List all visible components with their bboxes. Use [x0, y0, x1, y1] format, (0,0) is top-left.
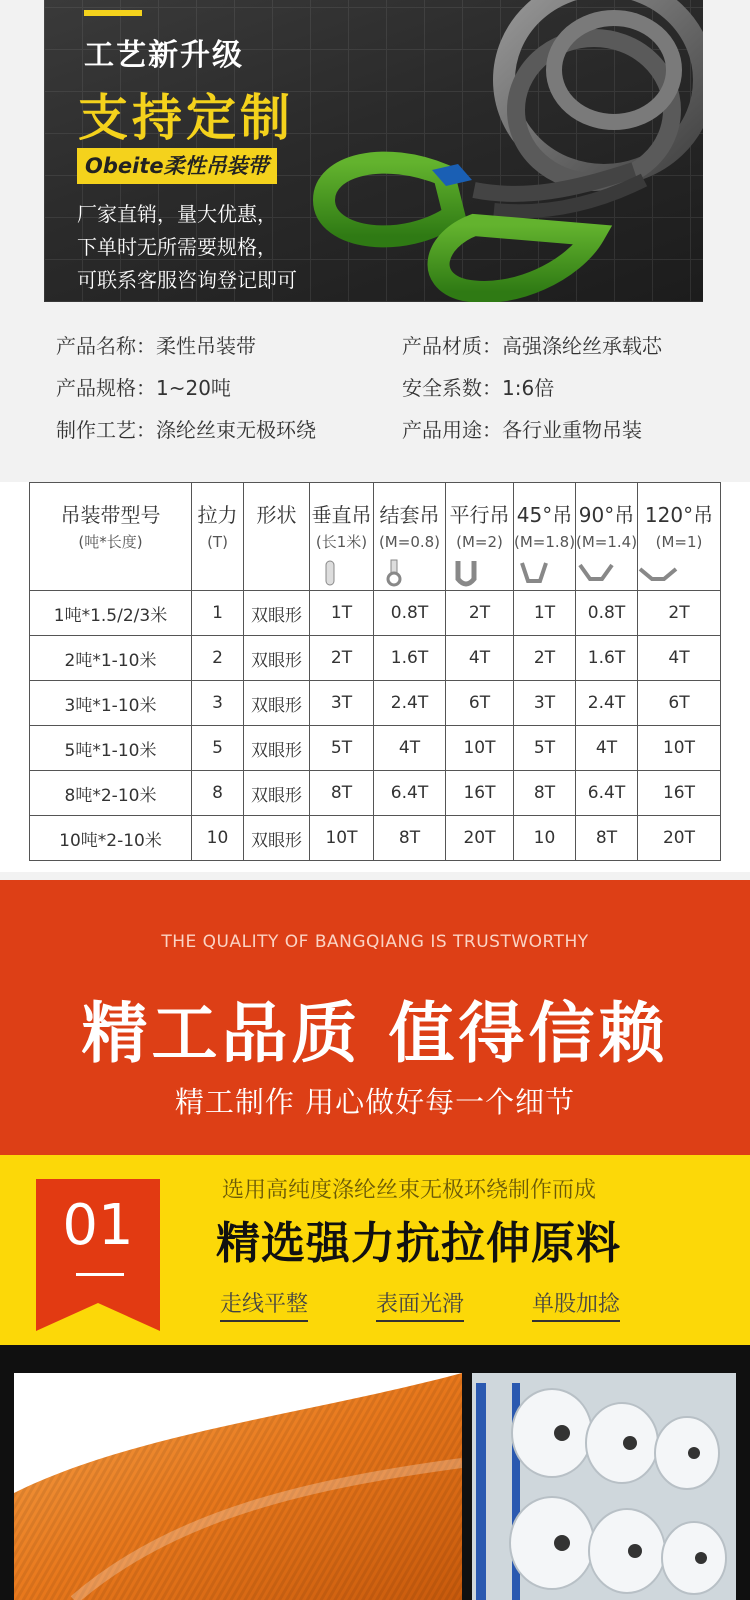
table-cell: 2T	[446, 591, 514, 636]
hero-line: 厂家直销，量大优惠，	[77, 202, 277, 226]
spec-material: 产品材质：高强涤纶丝承载芯	[402, 334, 662, 358]
table-cell: 2.4T	[374, 681, 446, 726]
table-cell: 1.6T	[576, 636, 638, 681]
quality-english: THE QUALITY OF BANGQIANG IS TRUSTWORTHY	[161, 932, 589, 952]
table-cell: 2.4T	[576, 681, 638, 726]
hero-description	[77, 198, 297, 297]
header-shape: 形状	[244, 483, 310, 591]
table-cell: 10	[192, 816, 244, 861]
table-cell: 8T	[576, 816, 638, 861]
table-row	[30, 681, 721, 726]
table-cell: 1.6T	[374, 636, 446, 681]
table-cell: 5吨*1-10米	[30, 726, 192, 771]
table-cell: 3T	[310, 681, 374, 726]
table-cell: 2	[192, 636, 244, 681]
table-cell: 4T	[576, 726, 638, 771]
table-cell: 2T	[514, 636, 576, 681]
quality-headline: 精工品质 值得信赖	[81, 995, 669, 1072]
table-cell: 5T	[310, 726, 374, 771]
table-cell: 3	[192, 681, 244, 726]
polyester-yarn-photo	[472, 1373, 736, 1600]
table-cell: 8T	[374, 816, 446, 861]
table-row	[30, 816, 721, 861]
table-cell: 双眼形	[244, 771, 310, 816]
table-cell: 双眼形	[244, 591, 310, 636]
table-cell: 5	[192, 726, 244, 771]
hero-subtitle: 工艺新升级	[84, 38, 244, 73]
table-cell: 10	[514, 816, 576, 861]
header-45: 45°吊 (M=1.8)	[514, 483, 576, 591]
spec-process: 制作工艺：涤纶丝束无极环绕	[56, 418, 316, 442]
table-cell: 8T	[310, 771, 374, 816]
quality-banner	[0, 880, 750, 1155]
quality-tagline: 精工制作 用心做好每一个细节	[174, 1085, 576, 1119]
feature-title: 精选强力抗拉伸原料	[216, 1218, 621, 1269]
spec-usage: 产品用途：各行业重物吊装	[402, 418, 642, 442]
table-cell: 8	[192, 771, 244, 816]
choker-hitch-icon	[374, 559, 414, 587]
basket-hitch-icon	[446, 559, 486, 587]
table-cell: 6T	[638, 681, 721, 726]
table-cell: 双眼形	[244, 816, 310, 861]
table-row	[30, 591, 721, 636]
feature-banner	[0, 1155, 750, 1345]
table-cell: 双眼形	[244, 681, 310, 726]
angle-45-hitch-icon	[514, 559, 554, 587]
table-cell: 6.4T	[576, 771, 638, 816]
header-vertical: 垂直吊 (长1米)	[310, 483, 374, 591]
badge-underline	[76, 1273, 124, 1276]
table-cell: 0.8T	[576, 591, 638, 636]
angle-90-hitch-icon	[576, 559, 616, 587]
header-choker: 结套吊 (M=0.8)	[374, 483, 446, 591]
hero-line: 可联系客服咨询登记即可	[77, 268, 297, 292]
angle-120-hitch-icon	[638, 559, 678, 587]
spec-safety: 安全系数：1:6倍	[402, 376, 555, 400]
table-cell: 8吨*2-10米	[30, 771, 192, 816]
table-cell: 3T	[514, 681, 576, 726]
load-table	[29, 482, 721, 861]
table-cell: 10T	[638, 726, 721, 771]
table-cell: 2吨*1-10米	[30, 636, 192, 681]
table-cell: 1	[192, 591, 244, 636]
table-header-row	[30, 483, 721, 591]
hero-line: 下单时无所需要规格，	[77, 235, 277, 259]
header-120: 120°吊 (M=1)	[638, 483, 721, 591]
table-cell: 双眼形	[244, 636, 310, 681]
table-cell: 1吨*1.5/2/3米	[30, 591, 192, 636]
table-body	[30, 591, 721, 861]
hero-title: 支持定制	[78, 89, 294, 147]
table-cell: 10T	[310, 816, 374, 861]
spec-range: 产品规格：1~20吨	[56, 376, 231, 400]
header-model: 吊装带型号 (吨*长度)	[30, 483, 192, 591]
table-cell: 6.4T	[374, 771, 446, 816]
feature-point: 单股加捻	[532, 1287, 620, 1322]
feature-number: 01	[62, 1193, 134, 1258]
table-cell: 2T	[310, 636, 374, 681]
table-cell: 0.8T	[374, 591, 446, 636]
table-row	[30, 636, 721, 681]
table-cell: 8T	[514, 771, 576, 816]
accent-bar	[84, 10, 142, 16]
load-table-section	[0, 482, 750, 872]
table-row	[30, 726, 721, 771]
header-90: 90°吊 (M=1.4)	[576, 483, 638, 591]
material-photos	[0, 1345, 750, 1600]
sling-product-image	[294, 0, 703, 302]
product-specs	[0, 302, 750, 482]
table-cell: 10吨*2-10米	[30, 816, 192, 861]
table-cell: 4T	[638, 636, 721, 681]
header-basket: 平行吊 (M=2)	[446, 483, 514, 591]
table-cell: 3吨*1-10米	[30, 681, 192, 726]
brand-tag: Obeite柔性吊装带	[77, 148, 277, 184]
table-cell: 1T	[310, 591, 374, 636]
feature-point: 表面光滑	[376, 1287, 464, 1322]
table-cell: 5T	[514, 726, 576, 771]
header-tension: 拉力 (T)	[192, 483, 244, 591]
table-cell: 4T	[374, 726, 446, 771]
orange-webbing-photo	[14, 1373, 462, 1600]
table-cell: 1T	[514, 591, 576, 636]
table-cell: 双眼形	[244, 726, 310, 771]
table-cell: 6T	[446, 681, 514, 726]
table-cell: 20T	[446, 816, 514, 861]
table-cell: 2T	[638, 591, 721, 636]
vertical-hitch-icon	[310, 559, 350, 587]
table-cell: 16T	[638, 771, 721, 816]
spec-name: 产品名称：柔性吊装带	[56, 334, 256, 358]
hero-banner	[44, 0, 703, 302]
table-cell: 20T	[638, 816, 721, 861]
feature-point: 走线平整	[220, 1287, 308, 1322]
table-cell: 10T	[446, 726, 514, 771]
table-row	[30, 771, 721, 816]
feature-subtitle: 选用高纯度涤纶丝束无极环绕制作而成	[222, 1178, 597, 1203]
table-cell: 16T	[446, 771, 514, 816]
table-cell: 4T	[446, 636, 514, 681]
